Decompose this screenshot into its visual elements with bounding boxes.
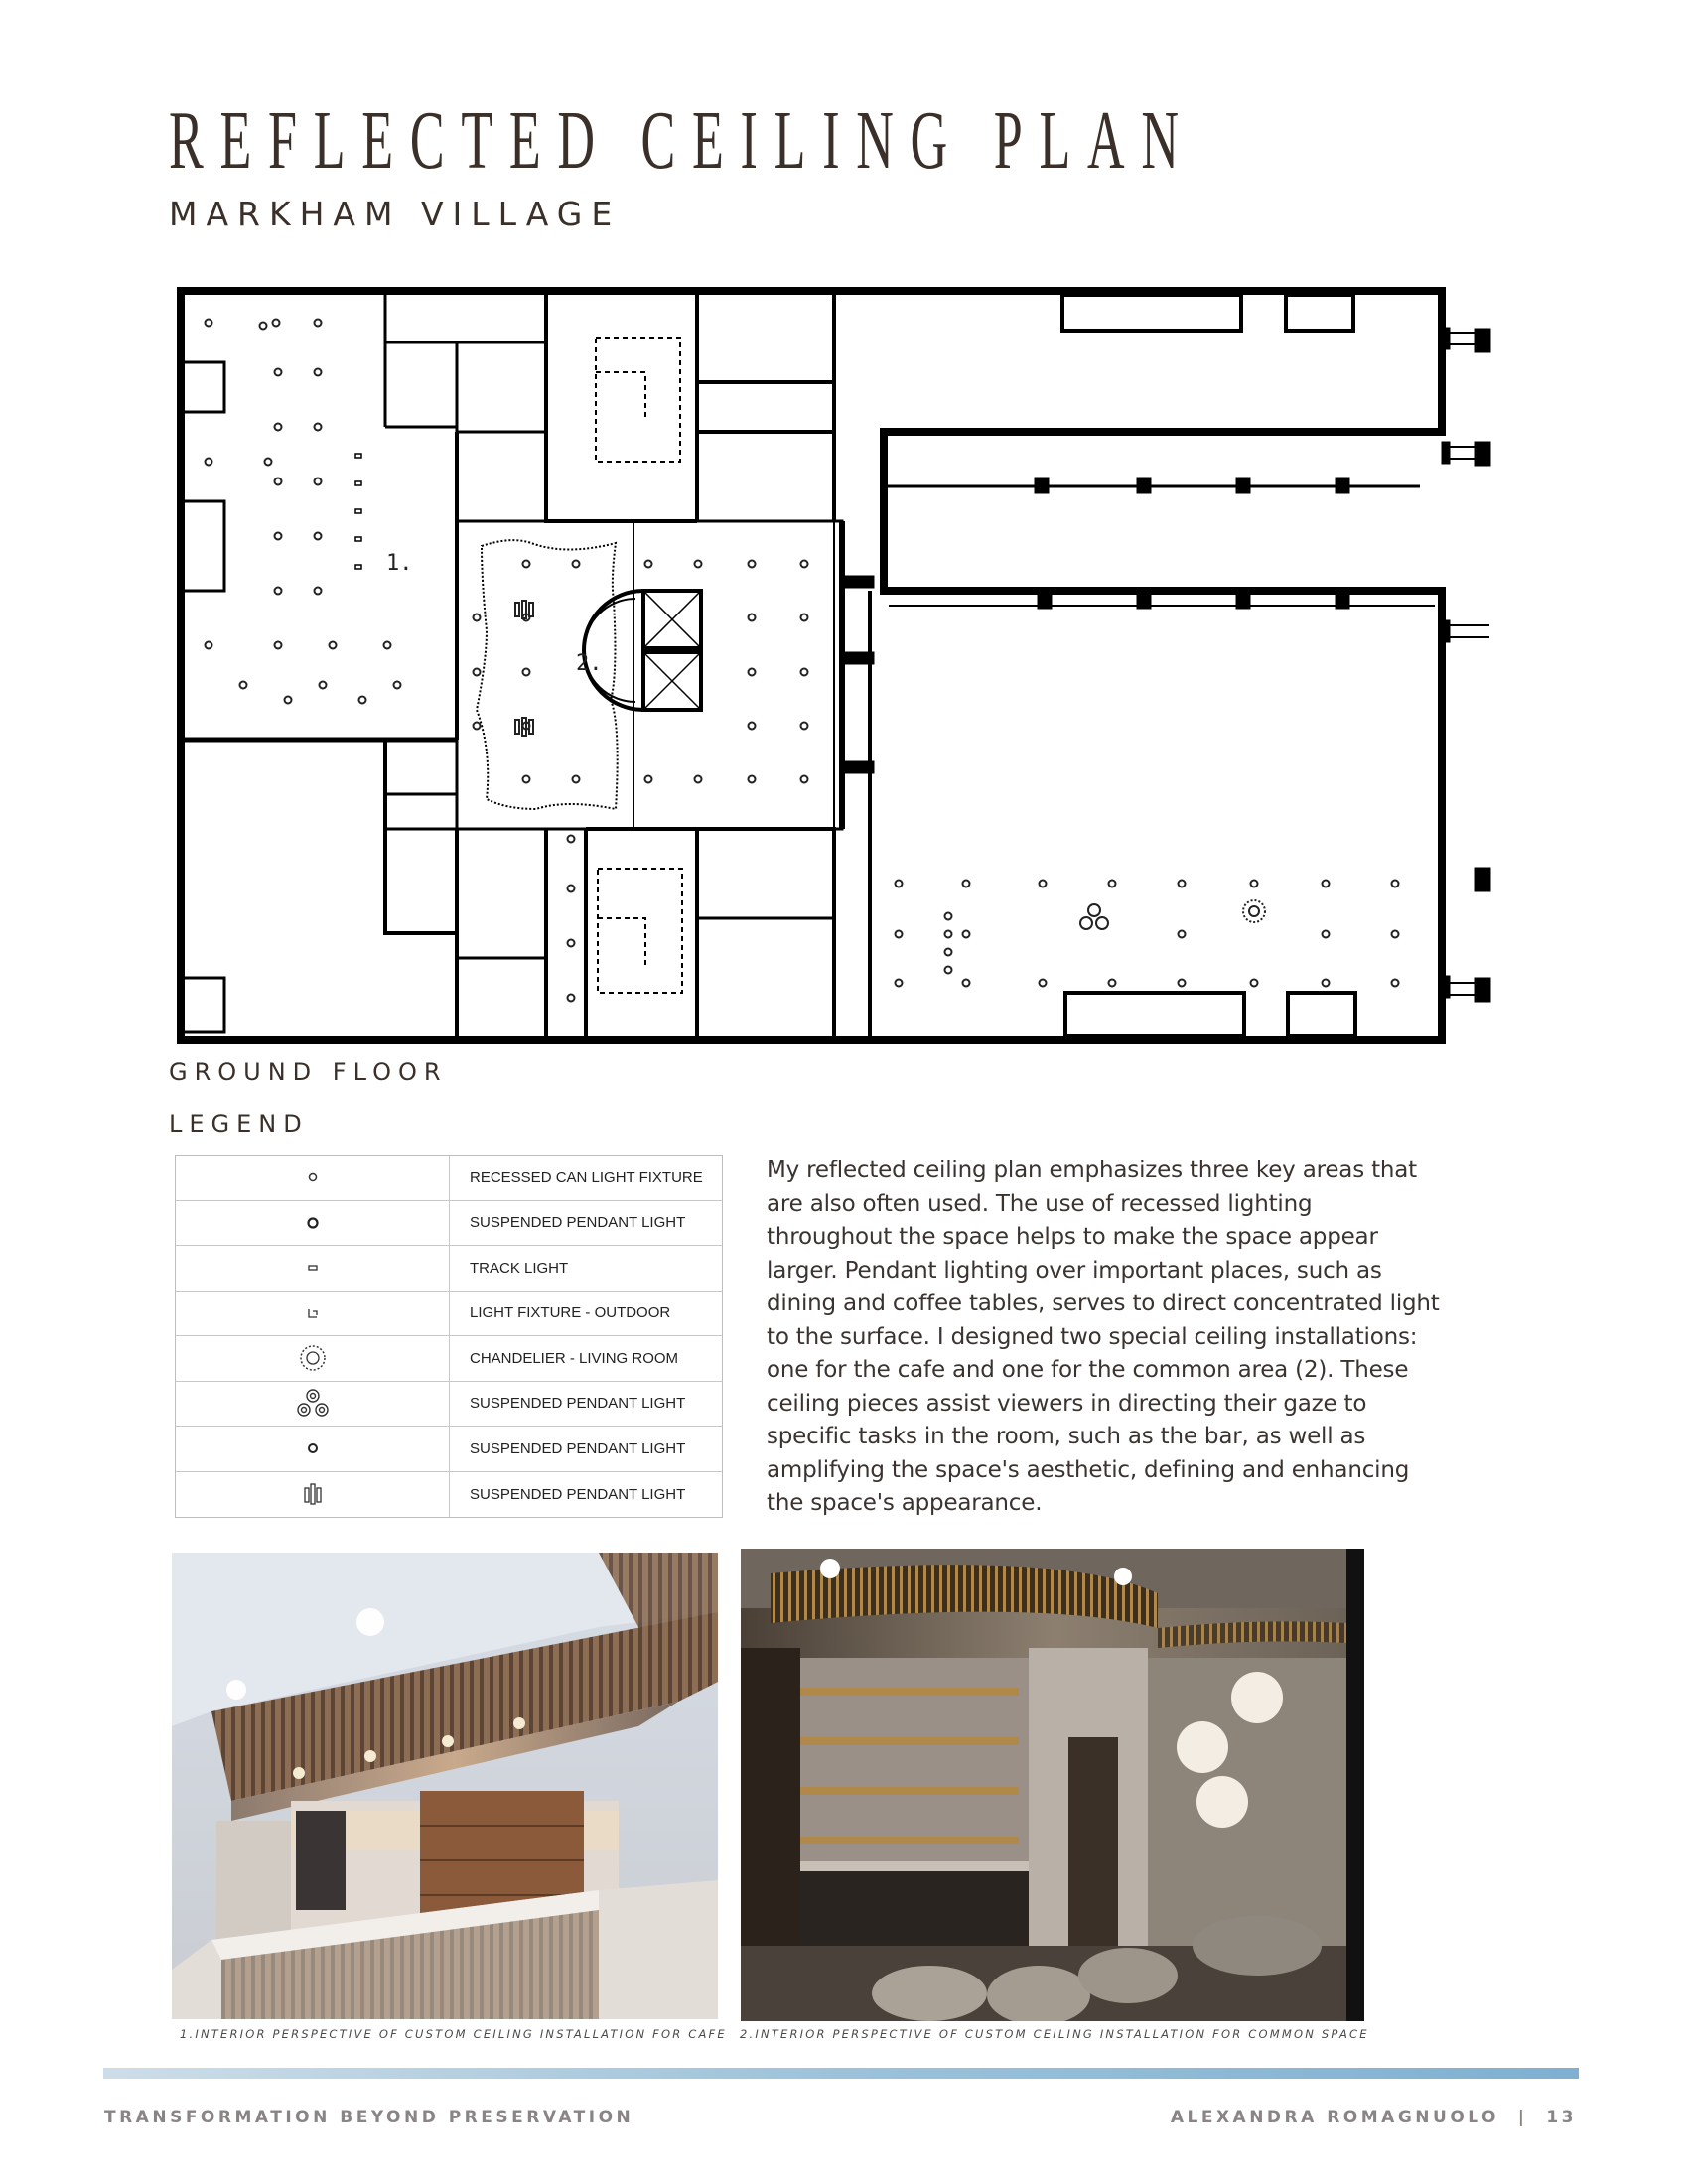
legend-row [176,1427,722,1472]
legend-row [176,1336,722,1382]
photo-caption-1: 1.INTERIOR PERSPECTIVE OF CUSTOM CEILING INSTALLATION FOR CAFE [180,2027,727,2041]
legend-label: SUSPENDED PENDANT LIGHT [470,1485,686,1503]
cafe-interior-render [172,1553,718,2019]
legend-row [176,1382,722,1428]
room-label-1: 1. [386,551,413,576]
footer-left-text: TRANSFORMATION BEYOND PRESERVATION [104,2108,634,2127]
legend-row [176,1246,722,1292]
legend-label: RECESSED CAN LIGHT FIXTURE [470,1168,703,1186]
legend-row [176,1292,722,1337]
footer-accent-bar [103,2068,1579,2079]
page-title: REFLECTED CEILING PLAN [169,94,1196,187]
page-subtitle: MARKHAM VILLAGE [169,195,622,233]
common-space-interior-render [741,1549,1364,2021]
floor-label: GROUND FLOOR [169,1058,448,1086]
footer-right-text: ALEXANDRA ROMAGNUOLO | 13 [1170,2108,1577,2127]
floor-plan-drawing [169,283,1504,1052]
linear-pendant-icon [298,1479,328,1509]
legend-heading: LEGEND [169,1110,309,1138]
pendant-cluster-icon [291,1386,335,1422]
room-label-2: 2. [576,651,603,676]
outdoor-fixture-icon [303,1303,323,1323]
legend-label: SUSPENDED PENDANT LIGHT [470,1214,686,1232]
chandelier-icon [296,1341,330,1375]
legend-row [176,1201,722,1247]
legend-table [175,1155,723,1518]
legend-label: SUSPENDED PENDANT LIGHT [470,1395,686,1413]
track-light-icon [303,1258,323,1278]
pendant-small-icon [303,1438,323,1458]
legend-row [176,1472,722,1518]
legend-label: LIGHT FIXTURE - OUTDOOR [470,1304,671,1322]
legend-label: TRACK LIGHT [470,1259,569,1277]
pendant-light-icon [303,1213,323,1233]
recessed-can-light-icon [303,1167,323,1187]
legend-label: SUSPENDED PENDANT LIGHT [470,1439,686,1457]
description-paragraph: My reflected ceiling plan emphasizes three key areas that are also often used. The use of recessed lighting throughout the space helps to make the space appear larger. Pendant lighting over important places, such as dining and coffee tables, serves to direct concentrated light to the surface. I designed two special ceiling installations: one for the cafe and one for the common area (2). These ceiling pieces assist viewers in directing their gaze to specific tasks in the room, such as the bar, as well as amplifying the space's aesthetic, defining and enhancing the space's appearance. [767,1158,1440,1516]
legend-label: CHANDELIER - LIVING ROOM [470,1349,679,1367]
legend-row [176,1156,722,1201]
photo-caption-2: 2.INTERIOR PERSPECTIVE OF CUSTOM CEILING INSTALLATION FOR COMMON SPACE [740,2027,1369,2041]
